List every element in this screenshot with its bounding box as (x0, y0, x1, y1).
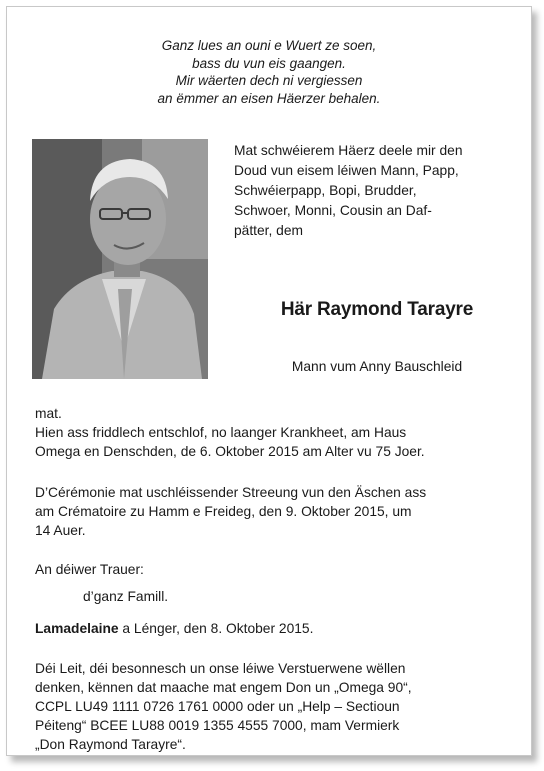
family-signature: d’ganz Famill. (83, 589, 169, 604)
portrait-photo (32, 139, 208, 379)
notice-line: Omega en Denschden, de 6. Oktober 2015 am Alter vu 75 Joer. (35, 444, 425, 459)
date-text: a Lénger, den 8. Oktober 2015. (118, 621, 314, 636)
poem-line: an ëmmer an eisen Häerzer behalen. (157, 90, 381, 106)
memorial-poem (7, 37, 531, 107)
poem-line: Ganz lues an ouni e Wuert ze soen, (161, 38, 377, 53)
deceased-name: Här Raymond Tarayre (280, 299, 474, 320)
notice-line: mat. (35, 406, 62, 421)
ceremony-line: D’Cérémonie mat uschléissender Streeung vun den Äschen ass (35, 485, 427, 500)
donation-line: „Don Raymond Tarayre“. (35, 737, 186, 752)
donation-line: CCPL LU49 1111 0726 1761 0000 oder un „Help – Sectioun (35, 699, 400, 714)
place-name: Lamadelaine (35, 621, 119, 636)
mourning-label: An déiwer Trauer: (35, 562, 144, 577)
ceremony-line: 14 Auer. (35, 523, 86, 538)
place-date (35, 619, 515, 638)
ceremony-line: am Crématoire zu Hamm e Freideg, den 9. Oktober 2015, um (35, 504, 412, 519)
obituary-card (6, 6, 532, 756)
intro-line: Doud vun eisem léiwen Mann, Papp, (234, 163, 459, 178)
ceremony-notice (35, 483, 515, 540)
death-notice (35, 404, 515, 461)
intro-line: Schwéierpapp, Bopi, Brudder, (234, 183, 417, 198)
intro-line: Mat schwéierem Häerz deele mir den (234, 143, 463, 158)
intro-line: pätter, dem (234, 223, 304, 238)
poem-line: bass du vun eis gaangen. (192, 55, 346, 71)
intro-text (234, 141, 514, 241)
spouse-line: Mann vum Anny Bauschleid (291, 359, 463, 374)
notice-line: Hien ass friddlech entschlof, no laanger Krankheet, am Haus (35, 425, 407, 440)
donation-line: Péiteng“ BCEE LU88 0019 1355 4555 7000, mam Vermierk (35, 718, 400, 733)
donation-line: denken, kënnen dat maache mat engem Don un „Omega 90“, (35, 680, 412, 695)
donation-notice (35, 659, 515, 754)
poem-line: Mir wäerten dech ni vergiessen (175, 73, 363, 88)
intro-line: Schwoer, Monni, Cousin an Daf- (234, 203, 432, 218)
donation-line: Déi Leit, déi besonnesch un onse léiwe Verstuerwene wëllen (35, 661, 406, 676)
